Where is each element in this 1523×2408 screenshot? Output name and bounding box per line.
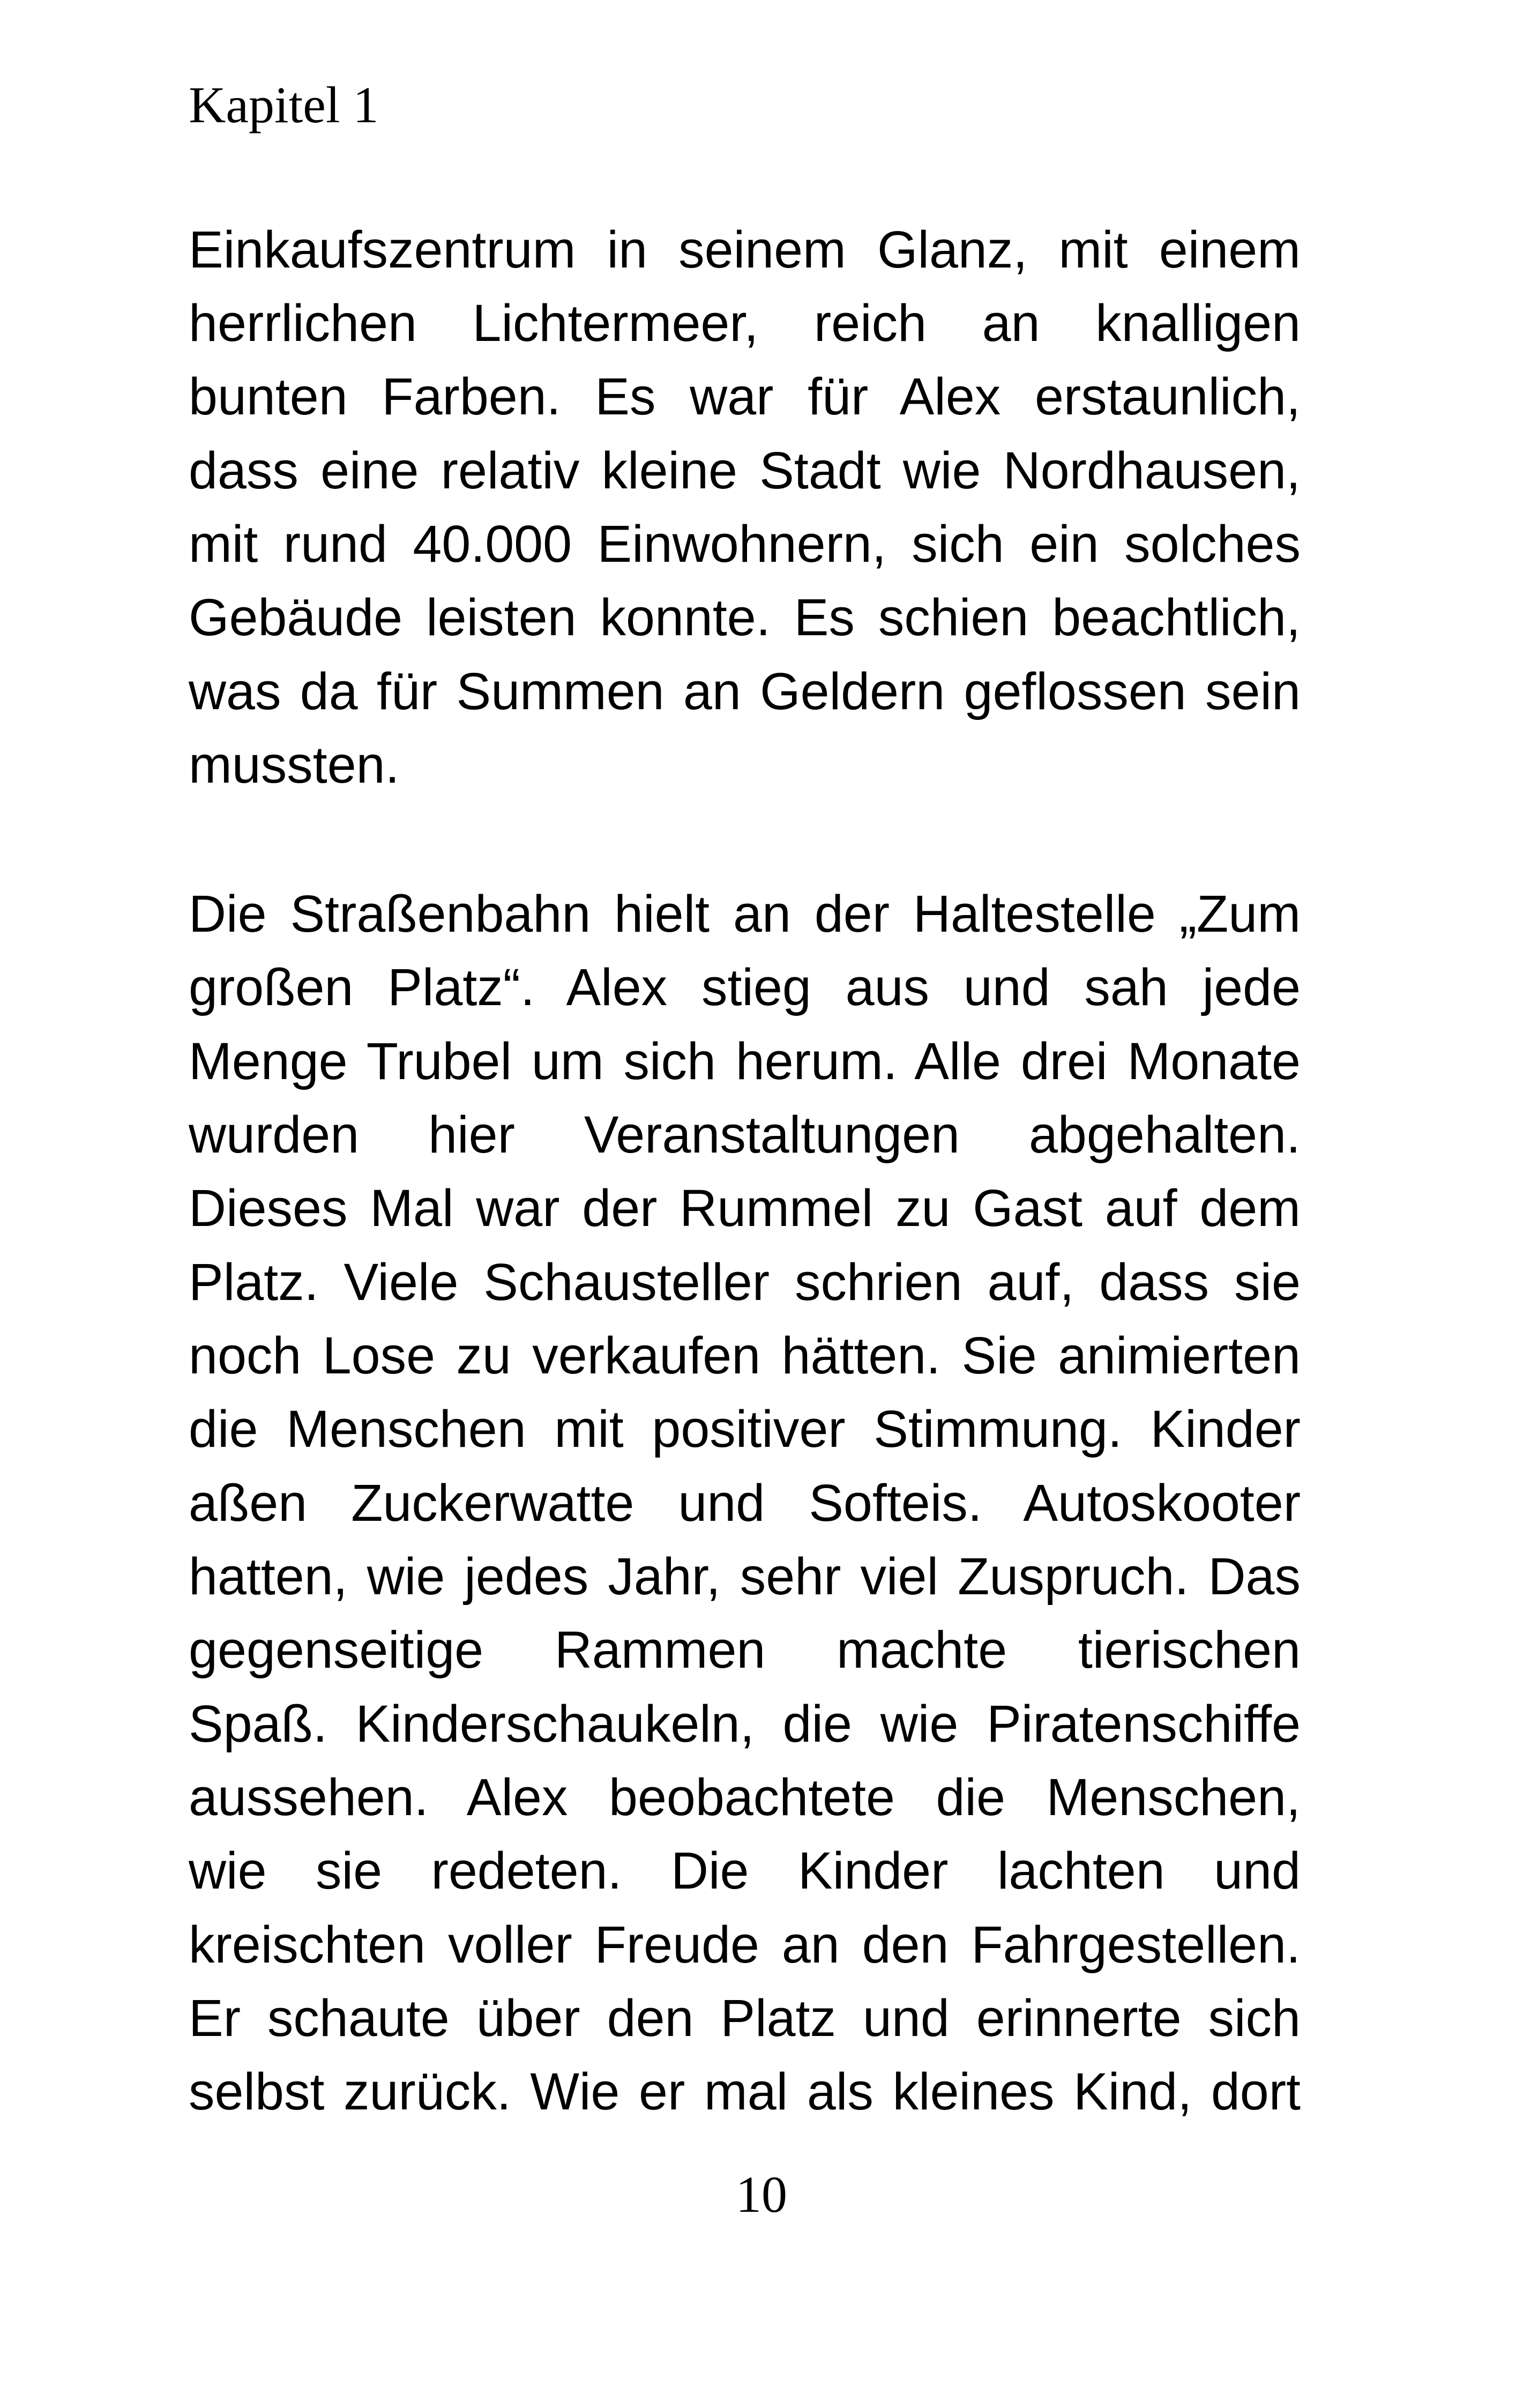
text-line: mit rund 40.000 Einwohnern, sich ein solches bbox=[189, 515, 1301, 573]
text-line: selbst zurück. Wie er mal als kleines Kind, dort bbox=[189, 2062, 1301, 2121]
chapter-heading: Kapitel 1 bbox=[189, 76, 379, 133]
page-number: 10 bbox=[736, 2166, 787, 2223]
text-line: wurden hier Veranstaltungen abgehalten. bbox=[189, 1105, 1301, 1164]
text-line: Er schaute über den Platz und erinnerte sich bbox=[189, 1989, 1301, 2047]
text-line: mussten. bbox=[189, 735, 400, 794]
text-line: bunten Farben. Es war für Alex erstaunlich, bbox=[189, 367, 1301, 426]
text-line: wie sie redeten. Die Kinder lachten und bbox=[189, 1841, 1301, 1900]
text-line: aussehen. Alex beobachtete die Menschen, bbox=[189, 1768, 1301, 1826]
body-text bbox=[189, 0, 1301, 2408]
text-line: Gebäude leisten konnte. Es schien beachtlich, bbox=[189, 588, 1301, 646]
text-line: was da für Summen an Geldern geflossen sein bbox=[189, 662, 1301, 720]
text-line: großen Platz“. Alex stieg aus und sah jede bbox=[189, 958, 1301, 1016]
text-line: Die Straßenbahn hielt an der Haltestelle „Zum bbox=[189, 885, 1301, 943]
text-line: Menge Trubel um sich herum. Alle drei Monate bbox=[189, 1032, 1301, 1090]
text-line: gegenseitige Rammen machte tierischen bbox=[189, 1621, 1301, 1679]
text-line: noch Lose zu verkaufen hätten. Sie animierten bbox=[189, 1326, 1301, 1385]
text-line: Dieses Mal war der Rummel zu Gast auf dem bbox=[189, 1179, 1301, 1237]
text-line: Platz. Viele Schausteller schrien auf, dass sie bbox=[189, 1253, 1301, 1311]
text-line: aßen Zuckerwatte und Softeis. Autoskooter bbox=[189, 1474, 1301, 1532]
text-line: Einkaufszentrum in seinem Glanz, mit einem bbox=[189, 220, 1301, 279]
text-line: Spaß. Kinderschaukeln, die wie Piratenschiffe bbox=[189, 1694, 1301, 1753]
text-line: herrlichen Lichtermeer, reich an knalligen bbox=[189, 294, 1301, 352]
text-line: dass eine relativ kleine Stadt wie Nordhausen, bbox=[189, 441, 1301, 500]
text-line: die Menschen mit positiver Stimmung. Kinder bbox=[189, 1400, 1301, 1458]
text-line: kreischten voller Freude an den Fahrgestellen. bbox=[189, 1915, 1301, 1974]
text-line: hatten, wie jedes Jahr, sehr viel Zuspruch. Das bbox=[189, 1547, 1301, 1606]
